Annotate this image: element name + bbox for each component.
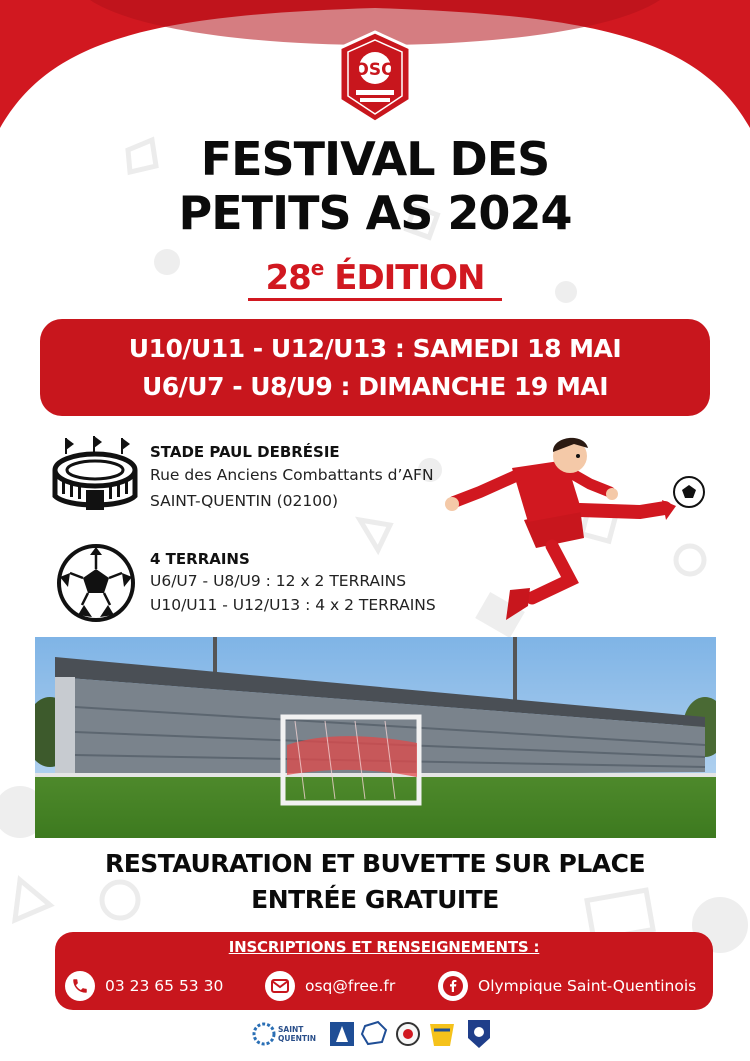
edition-heading: [0, 256, 750, 298]
fields-line-2: U10/U11 - U12/U13 : 4 x 2 TERRAINS: [150, 596, 436, 614]
title-line-1: FESTIVAL DES: [200, 132, 550, 186]
date-line-sunday: U6/U7 - U8/U9 : DIMANCHE 19 MAI: [141, 372, 608, 401]
free-entry-text: ENTRÉE GRATUITE: [251, 885, 499, 914]
date-line-saturday: U10/U11 - U12/U13 : SAMEDI 18 MAI: [128, 334, 622, 363]
stadium-icon: [52, 436, 138, 514]
phone-number: 03 23 65 53 30: [105, 977, 224, 995]
venue-city: SAINT-QUENTIN (02100): [150, 492, 338, 510]
practical-info: [0, 846, 750, 918]
club-logo: [336, 30, 414, 124]
venue-street: Rue des Anciens Combattants d’AFN: [150, 466, 434, 484]
edition-underline: [248, 298, 502, 301]
poster-title: [0, 132, 750, 240]
facebook-page: Olympique Saint-Quentinois: [478, 977, 697, 995]
sponsor-logos: [250, 1016, 500, 1052]
lfhf-logo: [430, 1024, 454, 1046]
facebook-contact[interactable]: [438, 970, 696, 1002]
aisne-logo: [330, 1022, 354, 1046]
email-icon: [265, 971, 295, 1001]
edition-number: 28: [265, 258, 311, 298]
venue-info: [150, 442, 470, 514]
football-player-illustration: [440, 430, 720, 630]
food-drinks-text: RESTAURATION ET BUVETTE SUR PLACE: [104, 849, 646, 878]
hauts-de-france-logo: [362, 1022, 386, 1044]
sponsor-quentin: QUENTIN: [278, 1034, 317, 1043]
fields-info: [150, 549, 480, 617]
fields-line-1: U6/U7 - U8/U9 : 12 x 2 TERRAINS: [150, 572, 407, 590]
dates-banner: [40, 319, 710, 416]
saint-quentin-logo: [254, 1024, 316, 1044]
stadium-photo: [35, 637, 716, 838]
contact-title: INSCRIPTIONS ET RENSEIGNEMENTS :: [228, 938, 540, 956]
phone-contact[interactable]: [65, 970, 223, 1002]
email-address: osq@free.fr: [305, 977, 396, 995]
venue-name: STADE PAUL DEBRÉSIE: [150, 443, 340, 461]
sponsor-saint: SAINT: [278, 1025, 304, 1034]
phone-icon: [65, 971, 95, 1001]
edition-superscript: e: [310, 256, 324, 280]
email-contact[interactable]: [265, 970, 395, 1002]
fields-title: 4 TERRAINS: [150, 550, 250, 568]
contact-banner: [55, 932, 713, 1010]
soccer-ball-icon: [56, 543, 136, 623]
logo-text: OSQ: [354, 60, 396, 80]
facebook-icon: [438, 971, 468, 1001]
fff-logo: [468, 1020, 490, 1048]
title-line-2: PETITS AS 2024: [178, 186, 572, 240]
district-logo: [397, 1023, 419, 1045]
edition-word: ÉDITION: [323, 258, 485, 298]
